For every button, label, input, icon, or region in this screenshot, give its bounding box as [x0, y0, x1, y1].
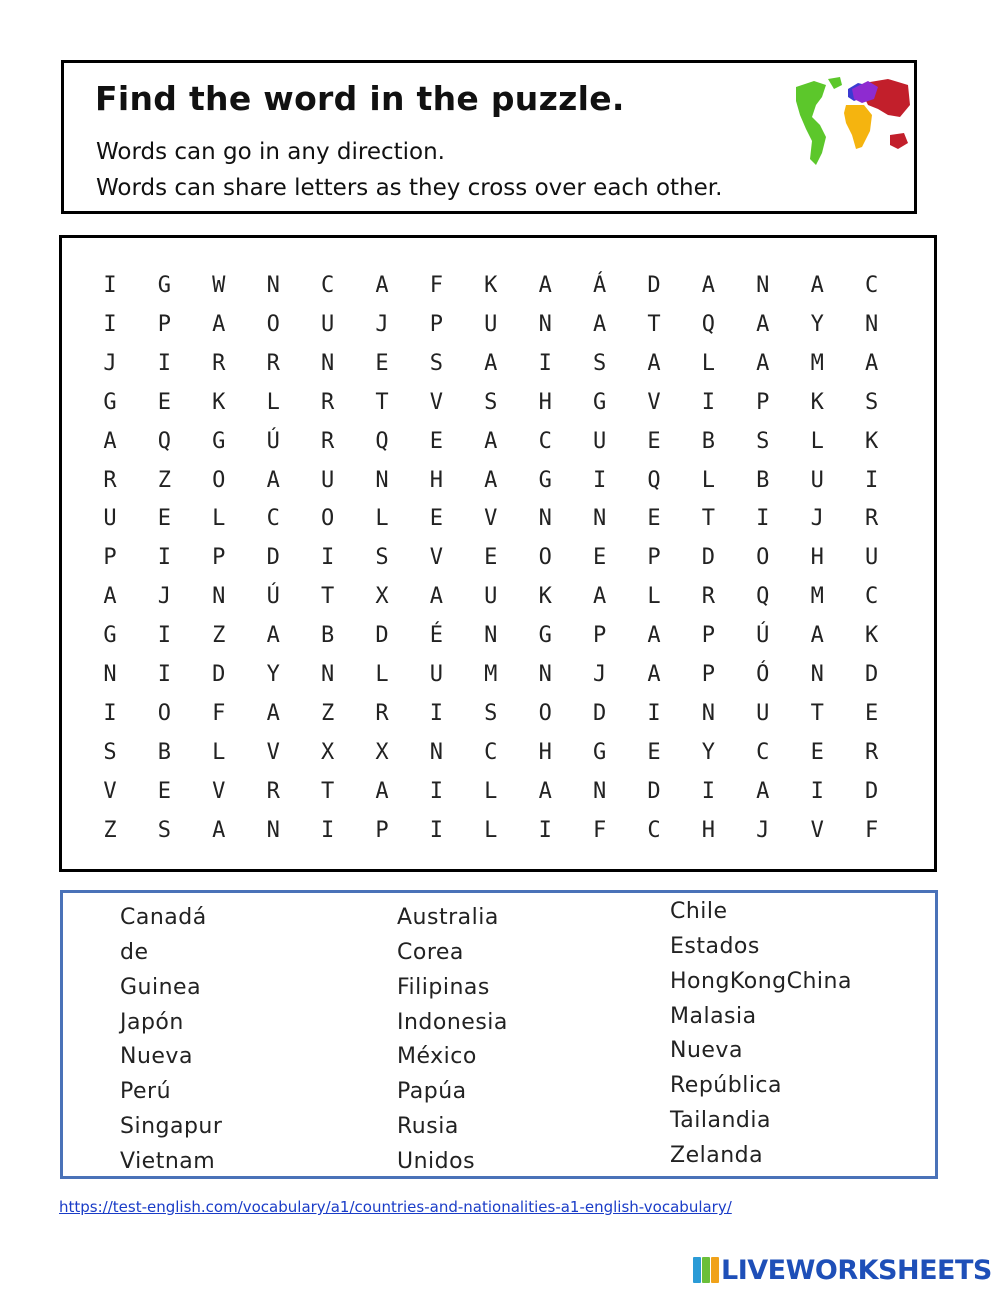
- grid-cell[interactable]: N: [810, 662, 824, 687]
- grid-cell[interactable]: P: [647, 545, 661, 571]
- grid-cell[interactable]: I: [701, 778, 716, 804]
- grid-cell[interactable]: N: [538, 506, 552, 532]
- grid-cell[interactable]: I: [157, 545, 172, 571]
- grid-cell[interactable]: I: [756, 506, 770, 532]
- grid-cell[interactable]: F: [429, 273, 444, 298]
- grid-cell[interactable]: L: [266, 389, 280, 415]
- grid-cell[interactable]: G: [538, 467, 552, 493]
- grid-cell[interactable]: U: [484, 584, 498, 610]
- grid-cell[interactable]: E: [375, 350, 389, 376]
- grid-cell[interactable]: Ú: [266, 584, 280, 610]
- grid-cell[interactable]: V: [429, 545, 444, 571]
- grid-cell[interactable]: T: [320, 778, 335, 804]
- grid-cell[interactable]: U: [864, 545, 879, 571]
- grid-cell[interactable]: J: [592, 662, 607, 687]
- grid-cell[interactable]: C: [320, 273, 335, 298]
- grid-cell[interactable]: L: [810, 428, 824, 454]
- grid-cell[interactable]: O: [538, 700, 552, 726]
- grid-cell[interactable]: E: [157, 506, 172, 532]
- grid-cell[interactable]: I: [429, 700, 444, 726]
- grid-cell[interactable]: L: [212, 739, 226, 765]
- grid-cell[interactable]: R: [320, 428, 335, 454]
- grid-cell[interactable]: W: [212, 273, 226, 298]
- grid-cell[interactable]: R: [701, 584, 716, 610]
- grid-cell[interactable]: D: [266, 545, 280, 571]
- grid-cell[interactable]: V: [266, 739, 280, 765]
- grid-cell[interactable]: D: [701, 545, 716, 571]
- word-item: Corea: [397, 940, 464, 965]
- liveworksheets-brand: [693, 1252, 992, 1288]
- grid-cell[interactable]: I: [320, 817, 335, 843]
- grid-cell[interactable]: Á: [592, 273, 607, 298]
- grid-cell[interactable]: A: [538, 778, 552, 804]
- word-item: Papúa: [397, 1079, 467, 1104]
- word-item: Estados: [670, 934, 760, 959]
- grid-cell[interactable]: A: [484, 428, 498, 454]
- grid-cell[interactable]: P: [103, 545, 117, 571]
- grid-cell[interactable]: T: [375, 389, 389, 415]
- grid-cell[interactable]: I: [157, 623, 172, 649]
- word-item: Indonesia: [397, 1010, 508, 1035]
- grid-cell[interactable]: K: [212, 389, 226, 415]
- grid-cell[interactable]: Z: [103, 817, 117, 843]
- grid-cell[interactable]: O: [538, 545, 552, 571]
- grid-cell[interactable]: L: [484, 778, 498, 804]
- word-list-box: [60, 890, 938, 1179]
- grid-cell[interactable]: J: [375, 311, 389, 337]
- grid-cell[interactable]: S: [429, 350, 444, 376]
- grid-cell[interactable]: E: [157, 778, 172, 804]
- grid-cell[interactable]: V: [647, 389, 661, 415]
- grid-cell[interactable]: U: [103, 506, 117, 532]
- grid-cell[interactable]: G: [103, 389, 117, 415]
- word-item: Tailandia: [670, 1108, 771, 1133]
- grid-cell[interactable]: N: [375, 467, 389, 493]
- grid-cell[interactable]: J: [810, 506, 824, 532]
- word-item: Filipinas: [397, 975, 490, 1000]
- grid-cell[interactable]: U: [592, 428, 607, 454]
- grid-cell[interactable]: E: [810, 739, 824, 765]
- grid-cell[interactable]: Y: [266, 662, 280, 687]
- grid-cell[interactable]: G: [103, 623, 117, 649]
- grid-cell[interactable]: U: [320, 311, 335, 337]
- grid-cell[interactable]: A: [266, 700, 280, 726]
- grid-cell[interactable]: A: [103, 584, 117, 610]
- grid-cell[interactable]: Z: [212, 623, 226, 649]
- word-item: México: [397, 1044, 477, 1069]
- grid-cell[interactable]: X: [320, 739, 335, 765]
- word-item: Malasia: [670, 1004, 757, 1029]
- word-search-grid: [59, 235, 937, 872]
- word-item: Perú: [120, 1079, 172, 1104]
- grid-cell[interactable]: T: [701, 506, 716, 532]
- grid-cell[interactable]: K: [538, 584, 552, 610]
- grid-cell[interactable]: A: [103, 428, 117, 454]
- grid-cell[interactable]: N: [212, 584, 226, 610]
- grid-cell[interactable]: A: [864, 350, 879, 376]
- grid-cell[interactable]: E: [157, 389, 172, 415]
- grid-cell[interactable]: A: [212, 311, 226, 337]
- grid-cell[interactable]: R: [266, 350, 280, 376]
- word-item: República: [670, 1073, 783, 1098]
- grid-cell[interactable]: F: [592, 817, 607, 843]
- grid-cell[interactable]: I: [157, 350, 172, 376]
- word-item: de: [120, 940, 149, 965]
- grid-cell[interactable]: B: [701, 428, 716, 454]
- letter-grid: [62, 238, 934, 869]
- grid-cell[interactable]: H: [701, 817, 716, 843]
- grid-cell[interactable]: P: [701, 662, 716, 687]
- grid-cell[interactable]: I: [592, 467, 607, 493]
- grid-cell[interactable]: Ú: [756, 623, 770, 649]
- grid-cell[interactable]: I: [538, 350, 552, 376]
- grid-cell[interactable]: N: [592, 506, 607, 532]
- grid-cell[interactable]: N: [484, 623, 498, 649]
- instructions-box: [61, 60, 917, 214]
- grid-cell[interactable]: I: [429, 778, 444, 804]
- grid-cell[interactable]: Q: [647, 467, 661, 493]
- grid-cell[interactable]: S: [375, 545, 389, 571]
- grid-cell[interactable]: G: [157, 273, 172, 298]
- grid-cell[interactable]: C: [756, 739, 770, 765]
- grid-cell[interactable]: P: [375, 817, 389, 843]
- grid-cell[interactable]: A: [647, 662, 661, 687]
- grid-cell[interactable]: H: [538, 389, 552, 415]
- word-item: HongKongChina: [670, 969, 852, 994]
- grid-cell[interactable]: I: [701, 389, 716, 415]
- grid-cell[interactable]: E: [647, 428, 661, 454]
- brand-name: LIVEWORKSHEETS: [721, 1254, 992, 1286]
- grid-cell[interactable]: B: [320, 623, 335, 649]
- grid-cell[interactable]: R: [103, 467, 117, 493]
- word-item: Zelanda: [670, 1143, 764, 1168]
- grid-cell[interactable]: F: [212, 700, 226, 726]
- grid-cell[interactable]: U: [320, 467, 335, 493]
- grid-cell[interactable]: B: [756, 467, 770, 493]
- grid-cell[interactable]: T: [320, 584, 335, 610]
- grid-cell[interactable]: P: [756, 389, 770, 415]
- word-item: Rusia: [397, 1114, 459, 1139]
- grid-cell[interactable]: L: [484, 817, 498, 843]
- grid-cell[interactable]: A: [647, 350, 661, 376]
- grid-cell[interactable]: R: [864, 739, 879, 765]
- grid-cell[interactable]: K: [484, 273, 498, 298]
- grid-cell[interactable]: D: [864, 778, 879, 804]
- grid-cell[interactable]: A: [756, 778, 770, 804]
- grid-cell[interactable]: S: [592, 350, 607, 376]
- grid-cell[interactable]: N: [538, 662, 552, 687]
- grid-cell[interactable]: K: [864, 428, 879, 454]
- grid-cell[interactable]: L: [701, 467, 716, 493]
- grid-cell[interactable]: I: [320, 545, 335, 571]
- grid-cell[interactable]: Y: [701, 739, 716, 765]
- grid-cell[interactable]: A: [375, 273, 389, 298]
- word-item: Vietnam: [120, 1149, 216, 1174]
- grid-cell[interactable]: N: [429, 739, 444, 765]
- grid-cell[interactable]: N: [320, 662, 335, 687]
- grid-cell[interactable]: I: [647, 700, 661, 726]
- word-item: Chile: [670, 899, 728, 924]
- grid-cell[interactable]: L: [647, 584, 661, 610]
- grid-cell[interactable]: V: [103, 778, 117, 804]
- grid-cell[interactable]: H: [810, 545, 824, 571]
- grid-cell[interactable]: C: [266, 506, 280, 532]
- grid-cell[interactable]: I: [103, 273, 117, 298]
- grid-cell[interactable]: E: [592, 545, 607, 571]
- grid-cell[interactable]: S: [103, 739, 117, 765]
- grid-cell[interactable]: Q: [701, 311, 716, 337]
- word-item: Nueva: [670, 1038, 743, 1063]
- grid-cell[interactable]: K: [810, 389, 824, 415]
- grid-cell[interactable]: N: [592, 778, 607, 804]
- grid-cell[interactable]: P: [212, 545, 226, 571]
- grid-cell[interactable]: I: [103, 700, 117, 726]
- grid-cell[interactable]: X: [375, 584, 389, 610]
- grid-cell[interactable]: C: [864, 273, 879, 298]
- grid-cell[interactable]: A: [212, 817, 226, 843]
- grid-cell[interactable]: X: [375, 739, 389, 765]
- grid-cell[interactable]: V: [212, 778, 226, 804]
- grid-cell[interactable]: S: [484, 700, 498, 726]
- grid-cell[interactable]: N: [864, 311, 879, 337]
- world-map-icon: [792, 75, 912, 171]
- instructions-title: Find the word in the puzzle.: [95, 79, 625, 118]
- grid-cell[interactable]: C: [647, 817, 661, 843]
- grid-cell[interactable]: N: [701, 700, 716, 726]
- grid-cell[interactable]: I: [810, 778, 824, 804]
- grid-cell[interactable]: A: [484, 467, 498, 493]
- grid-cell[interactable]: N: [756, 273, 770, 298]
- liveworksheets-logo-icon: [693, 1257, 719, 1283]
- grid-cell[interactable]: A: [429, 584, 444, 610]
- grid-cell[interactable]: N: [266, 273, 280, 298]
- instructions-line-2: Words can share letters as they cross over each other.: [96, 175, 723, 201]
- grid-cell[interactable]: V: [484, 506, 498, 532]
- grid-cell[interactable]: B: [157, 739, 172, 765]
- grid-cell[interactable]: A: [810, 623, 824, 649]
- grid-cell[interactable]: N: [320, 350, 335, 376]
- grid-cell[interactable]: K: [864, 623, 879, 649]
- grid-cell[interactable]: Q: [756, 584, 770, 610]
- grid-cell[interactable]: C: [864, 584, 879, 610]
- grid-cell[interactable]: O: [756, 545, 770, 571]
- grid-cell[interactable]: Z: [157, 467, 172, 493]
- grid-cell[interactable]: F: [864, 817, 879, 843]
- grid-cell[interactable]: P: [157, 311, 172, 337]
- source-link[interactable]: https://test-english.com/vocabulary/a1/countries-and-nationalities-a1-english-vocabulary/: [59, 1198, 732, 1216]
- grid-cell[interactable]: A: [592, 311, 607, 337]
- grid-cell[interactable]: A: [266, 623, 280, 649]
- grid-cell[interactable]: D: [647, 778, 661, 804]
- grid-cell[interactable]: A: [375, 778, 389, 804]
- grid-cell[interactable]: R: [864, 506, 879, 532]
- grid-cell[interactable]: J: [157, 584, 172, 610]
- grid-cell[interactable]: H: [538, 739, 552, 765]
- grid-cell[interactable]: A: [592, 584, 607, 610]
- grid-cell[interactable]: P: [592, 623, 607, 649]
- grid-cell[interactable]: I: [429, 817, 444, 843]
- grid-cell[interactable]: D: [592, 700, 607, 726]
- grid-cell[interactable]: C: [538, 428, 552, 454]
- grid-cell[interactable]: P: [701, 623, 716, 649]
- word-item: Singapur: [120, 1114, 223, 1139]
- grid-cell[interactable]: V: [810, 817, 824, 843]
- grid-cell[interactable]: U: [756, 700, 770, 726]
- grid-cell[interactable]: J: [103, 350, 117, 376]
- grid-cell[interactable]: D: [864, 662, 879, 687]
- grid-cell[interactable]: A: [810, 273, 824, 298]
- instructions-line-1: Words can go in any direction.: [96, 139, 445, 165]
- grid-cell[interactable]: A: [756, 350, 770, 376]
- grid-cell[interactable]: O: [157, 700, 172, 726]
- grid-cell[interactable]: O: [212, 467, 226, 493]
- grid-cell[interactable]: Ú: [266, 428, 280, 454]
- grid-cell[interactable]: O: [266, 311, 280, 337]
- grid-cell[interactable]: Q: [375, 428, 389, 454]
- grid-cell[interactable]: H: [429, 467, 444, 493]
- grid-cell[interactable]: M: [810, 350, 824, 376]
- grid-cell[interactable]: Q: [157, 428, 172, 454]
- grid-cell[interactable]: R: [320, 389, 335, 415]
- grid-cell[interactable]: N: [538, 311, 552, 337]
- grid-cell[interactable]: S: [864, 389, 879, 415]
- grid-cell[interactable]: I: [864, 467, 879, 493]
- grid-cell[interactable]: Z: [320, 700, 335, 726]
- word-item: Australia: [397, 905, 499, 930]
- grid-cell[interactable]: U: [484, 311, 498, 337]
- grid-cell[interactable]: G: [538, 623, 552, 649]
- grid-cell[interactable]: C: [484, 739, 498, 765]
- grid-cell[interactable]: Ó: [756, 662, 770, 687]
- grid-cell[interactable]: J: [756, 817, 770, 843]
- grid-cell[interactable]: T: [647, 311, 661, 337]
- grid-cell[interactable]: I: [157, 662, 172, 687]
- grid-cell[interactable]: O: [320, 506, 335, 532]
- grid-cell[interactable]: G: [592, 389, 607, 415]
- grid-cell[interactable]: I: [538, 817, 552, 843]
- grid-cell[interactable]: I: [103, 311, 117, 337]
- grid-cell[interactable]: S: [157, 817, 172, 843]
- grid-cell[interactable]: É: [429, 623, 444, 649]
- grid-cell[interactable]: E: [484, 545, 498, 571]
- grid-cell[interactable]: U: [810, 467, 824, 493]
- grid-cell[interactable]: S: [756, 428, 770, 454]
- grid-cell[interactable]: D: [375, 623, 389, 649]
- grid-cell[interactable]: L: [701, 350, 716, 376]
- word-item: Canadá: [120, 905, 207, 930]
- word-item: Japón: [120, 1010, 184, 1035]
- grid-cell[interactable]: T: [810, 700, 824, 726]
- word-item: Unidos: [397, 1149, 476, 1174]
- word-item: Nueva: [120, 1044, 193, 1069]
- grid-cell[interactable]: E: [429, 506, 444, 532]
- grid-cell[interactable]: R: [266, 778, 280, 804]
- grid-cell[interactable]: U: [429, 662, 444, 687]
- grid-cell[interactable]: A: [647, 623, 661, 649]
- grid-cell[interactable]: D: [212, 662, 226, 687]
- grid-cell[interactable]: P: [429, 311, 444, 337]
- grid-cell[interactable]: Y: [810, 311, 824, 337]
- grid-cell[interactable]: G: [592, 739, 607, 765]
- grid-cell[interactable]: S: [484, 389, 498, 415]
- grid-cell[interactable]: D: [647, 273, 661, 298]
- grid-cell[interactable]: A: [266, 467, 280, 493]
- grid-cell[interactable]: L: [375, 662, 389, 687]
- grid-cell[interactable]: E: [429, 428, 444, 454]
- grid-cell[interactable]: N: [266, 817, 280, 843]
- grid-cell[interactable]: E: [647, 739, 661, 765]
- grid-cell[interactable]: R: [212, 350, 226, 376]
- grid-cell[interactable]: A: [701, 273, 716, 298]
- grid-cell[interactable]: M: [810, 584, 824, 610]
- grid-cell[interactable]: V: [429, 389, 444, 415]
- grid-cell[interactable]: A: [538, 273, 552, 298]
- grid-cell[interactable]: A: [484, 350, 498, 376]
- grid-cell[interactable]: M: [484, 662, 498, 687]
- grid-cell[interactable]: N: [103, 662, 117, 687]
- grid-cell[interactable]: A: [756, 311, 770, 337]
- grid-cell[interactable]: L: [375, 506, 389, 532]
- grid-cell[interactable]: G: [212, 428, 226, 454]
- grid-cell[interactable]: L: [212, 506, 226, 532]
- word-item: Guinea: [120, 975, 202, 1000]
- grid-cell[interactable]: E: [647, 506, 661, 532]
- grid-cell[interactable]: E: [864, 700, 879, 726]
- grid-cell[interactable]: R: [375, 700, 389, 726]
